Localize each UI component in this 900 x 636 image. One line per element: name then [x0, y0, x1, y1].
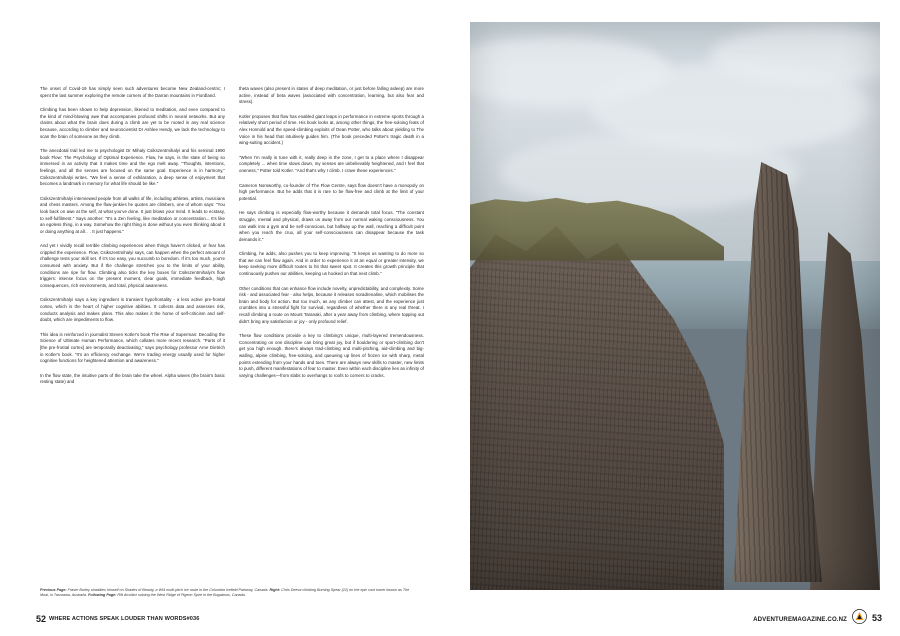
body-paragraph: The onset of Covid-19 has simply seen such adventures become New Zealand-centric; I spent the last summer exploring the remote corners of the Darran mountains in Fiordland. [40, 86, 225, 98]
body-paragraph: Other conditions that can enhance flow include novelty, unpredictability, and complexity. Some risk - and associated fear - also helps, because it releases noradrenaline, which mobilises the brain and body for action. But too much, as any climber can attest, and the experience just crumbles into a stressful fight for survival, regardless of whether there is any real threat. I recall climbing a route on Mount Taranaki, after a year away from climbing, where topping out didn't bring any satisfaction or joy - only profound relief. [239, 285, 424, 324]
body-paragraph: Kotler proposes that flow has enabled giant leaps in performance in extreme sports through a relatively short period of time. His book looks at, among other things, the free-soloing feats of Alex Honnold and the speed-climbing exploits of Dean Potter, who talks about yielding to The Voice in his head that intuitively guides him. (The book preceded Potter's tragic death in a wing-suiting accident.) [239, 113, 424, 146]
right-page [450, 0, 900, 636]
body-paragraph: Climbing, he adds, also pushes you to keep improving. "It keeps us wanting to do more so that we can feel flow again. And in order to experience it at an equal or greater intensity, we keep seeking more difficult routes to hit that sweet spot. It creates this growth principle that continuously pushes our abilities, keeping us hooked on that next climb." [239, 251, 424, 277]
body-paragraph: Csikszentmihalyi interviewed people from all walks of life, including athletes, artists, musicians and chess masters. Among the flow-junkies he quotes are climbers, one of whom says: "You look back on awe at the self, at what you've done. It just blows your mind. It leads to ecstasy, to self-fulfilment." Says another: "It's a Zen feeling, like meditation or concentration... It's like an egoless thing, in a way. Somehow the right thing is done without you even thinking about it or doing anything at all. . . It just happens." [40, 195, 225, 234]
body-paragraph: The anecdotal trail led me to psychologist Dr Mihaly Csikszentmihalyi and his seminal 1990 book Flow: The Psychology of Optimal Experience. Flow, he says, is the state of being so immersed in an activity that it makes time and the ego melt away. "Thoughts, intentions, feelings, and all the senses are focused on the same goal. Experience is in harmony," Csikszentmihalyi writes. "We feel a sense of exhilaration, a deep sense of enjoyment that becomes a landmark in memory for what life should be like." [40, 148, 225, 187]
caption-label-previous: Previous Page: [40, 587, 67, 592]
body-paragraph: "When I'm really in tune with it, really deep in the zone, I get to a place where I disappear completely ... when time slows down, my senses are unbelievably heightened, and I feel that oneness," Potter told Kotler. "And that's why I climb. I crave these experiences." [239, 154, 424, 173]
caption-label-following: Following Page: [88, 592, 117, 597]
column-two [239, 86, 424, 394]
body-paragraph: theta waves (also present in states of deep meditation, or just before falling asleep) are more active, instead of beta waves (associated with concentration, learning, but also fear and stress). [239, 86, 424, 105]
body-paragraph: In the flow state, the intuitive parts of the brain take the wheel. Alpha waves (the brain's basic resting state) and [40, 372, 225, 385]
column-one [40, 86, 225, 394]
body-paragraph: Cameron Norsworthy, co-founder of The Flow Centre, says flow doesn't have a monopoly on high performance. But he adds that it is rare to be flow-free and climb at the limit of your potential. [239, 182, 424, 201]
caption-label-right: Right: [269, 587, 281, 592]
sea-stack-climbing-photograph [470, 22, 880, 590]
adventure-magazine-logo-icon [852, 609, 867, 624]
page-number-right: 53 [871, 613, 882, 623]
page-number-left: 52 [36, 614, 47, 624]
caption-text-previous: Fraser Burley straddles himself on Shades of Beauty, a WI4 multi-pitch ice route in the Columbia Icefield Parkway, Canada. [66, 587, 269, 592]
body-paragraph: And yet I vividly recall terrible climbing experiences when things haven't clicked, or fear has crippled the experience. Flow, Csikszentmihalyi says, can happen when the perfect amount of challenge tests your skill set. If it's too easy, you succumb to boredom. If it's too much, you're consumed with anxiety. But if the challenge stretches you to the limits of your ability, conditions are ripe for flow. Climbing also ticks the key boxes for Csikszentmihalyi's flow triggers: intense focus on the present moment, clear goals, immediate feedback, high consequences, rich environments, and total, physical awareness. [40, 243, 225, 288]
footer-website: ADVENTUREMAGAZINE.CO.NZ [753, 615, 847, 623]
text-columns [40, 86, 424, 394]
left-page-footer [36, 615, 199, 625]
footer-article-title: WHERE ACTIONS SPEAK LOUDER THAN WORDS#036 [49, 615, 200, 622]
right-page-footer [753, 609, 882, 624]
body-paragraph: Csikszentmihalyi says a key ingredient is transient hypofrontality - a less active pre-frontal cortex, which is the heart of higher cognitive abilities. It collects data and assesses risk, conducts analysis and makes plans. This also makes it the home of self-criticism and self-doubt, which are impediments to flow. [40, 297, 225, 323]
body-paragraph: These flow conditions provide a key to climbing's unique, multi-layered tremendousness. Concentrating on one discipline can bring great joy, but if bouldering or sport-climbing don't get you high enough, there's always trad-climbing and multi-pitching, aid-climbing and big-walling, alpine climbing, free-soloing, and queueing up lines of frozen ice with sharp, metal points extending from your hands and toes. There are always new skills to master, new limits to push, different manifestations of fear to master. Even within each discipline lies an infinity of varying challenges—from slabs to overhangs to roofs to corners to cracks. [239, 333, 424, 378]
caption-text-right: Chris Deeva climbing Burning Spear (22) on the epic rock tower known as The Moai, in Tasmania, Australia. [40, 587, 410, 597]
photo-caption [40, 588, 410, 598]
body-paragraph: He says climbing is especially flow-worthy because it demands total focus. "The constant struggle, mental and physical, draws us away from our normal waking consciousness. You can walk into a gym and be self-conscious, but halfway up the wall, reaching a difficult point when you reach the crux, all your self-consciousness can disappear because the task demands it." [239, 210, 424, 242]
body-paragraph: This idea is reinforced in journalist Steven Kotler's book The Rise of Superman: Decoding the Science of Ultimate Human Performance, which collates more recent research. "Parts of it [the pre-frontal cortex] are temporarily deactivating," says psychology professor Arne Dietrich in Kotler's book. "It's an efficiency exchange. We're trading energy usually used for higher cognitive functions for heightened attention and awareness." [40, 331, 225, 364]
caption-text-following: Rift Aicolitor soloing the West Ridge of Pigeon Spire in the Bugaboos, Canada. [116, 592, 246, 597]
body-paragraph: Climbing has been shown to help depression, likened to meditation, and even compared to the kind of mind-blowing awe that accompanies profound shifts in neural networks. But any claims about what the brain does during a climb are yet to be rooted in any real science because, according to climber and neuroscientist Dr Ashlee Hendy, we lack the technology to scan the brain of someone as they climb. [40, 107, 225, 139]
